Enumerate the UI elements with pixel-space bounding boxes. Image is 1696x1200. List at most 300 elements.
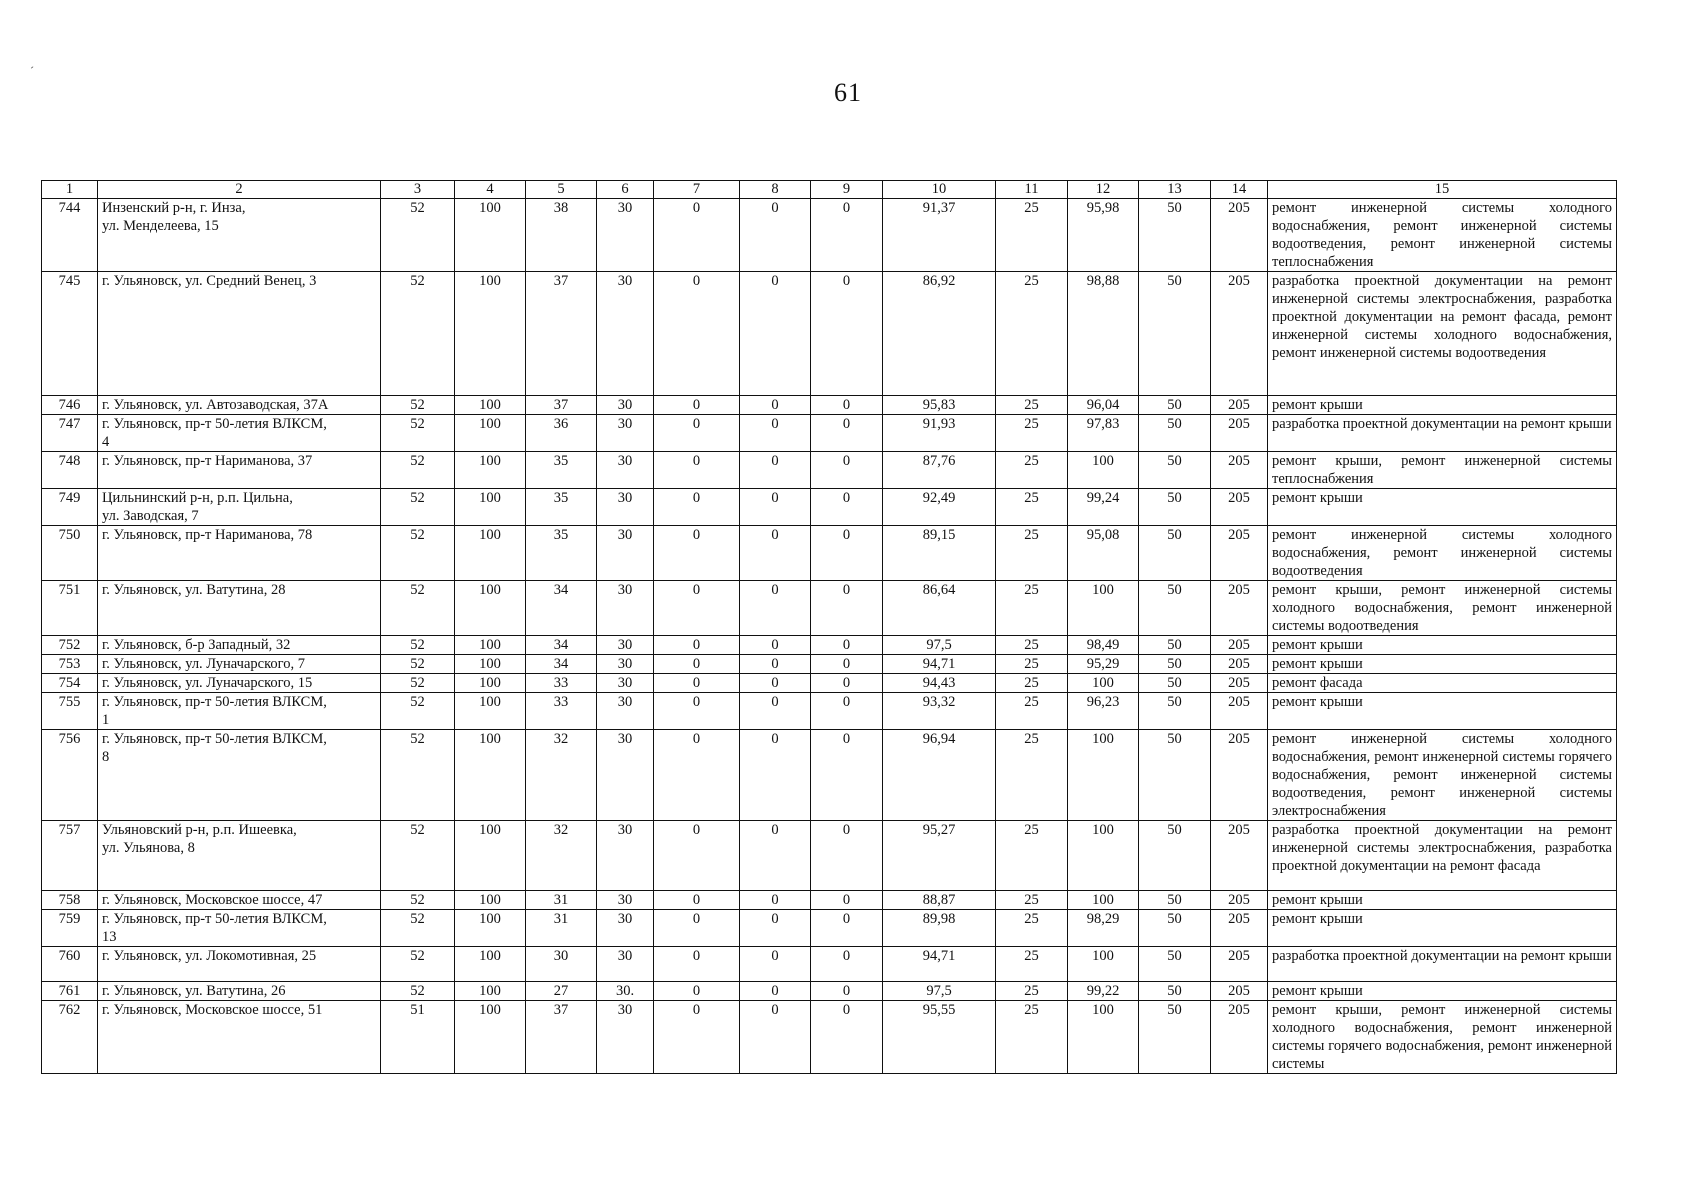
table-row bbox=[42, 452, 1617, 489]
table-row bbox=[42, 730, 1617, 821]
col-14-cell: 205 bbox=[1211, 415, 1268, 452]
col-4-cell: 100 bbox=[455, 821, 526, 891]
col-13-cell: 50 bbox=[1139, 272, 1211, 396]
col-12-cell: 95,29 bbox=[1068, 655, 1139, 674]
col-7-cell: 0 bbox=[654, 910, 740, 947]
column-number-5: 5 bbox=[526, 181, 597, 199]
repair-program-table bbox=[41, 180, 1617, 1074]
work-description-cell: ремонт инженерной системы холодного водоснабжения, ремонт инженерной системы горячего водоснабжения, ремонт инженерной системы водоотведения, ремонт инженерной системы электроснабжения bbox=[1268, 730, 1617, 821]
col-10-cell: 94,71 bbox=[883, 655, 996, 674]
table-row bbox=[42, 674, 1617, 693]
col-11-cell: 25 bbox=[996, 910, 1068, 947]
work-description-cell: разработка проектной документации на ремонт инженерной системы электроснабжения, разработка проектной документации на ремонт фасада bbox=[1268, 821, 1617, 891]
col-6-cell: 30 bbox=[597, 655, 654, 674]
col-10-cell: 86,92 bbox=[883, 272, 996, 396]
col-8-cell: 0 bbox=[740, 452, 811, 489]
col-4-cell: 100 bbox=[455, 674, 526, 693]
work-description-cell: ремонт крыши bbox=[1268, 655, 1617, 674]
col-6-cell: 30 bbox=[597, 489, 654, 526]
col-4-cell: 100 bbox=[455, 1001, 526, 1074]
address-cell: г. Ульяновск, ул. Автозаводская, 37А bbox=[98, 396, 381, 415]
col-10-cell: 91,37 bbox=[883, 199, 996, 272]
column-number-9: 9 bbox=[811, 181, 883, 199]
col-9-cell: 0 bbox=[811, 730, 883, 821]
column-number-2: 2 bbox=[98, 181, 381, 199]
col-5-cell: 27 bbox=[526, 982, 597, 1001]
col-3-cell: 52 bbox=[381, 581, 455, 636]
work-description-cell: ремонт крыши bbox=[1268, 693, 1617, 730]
col-5-cell: 35 bbox=[526, 452, 597, 489]
col-14-cell: 205 bbox=[1211, 526, 1268, 581]
col-9-cell: 0 bbox=[811, 655, 883, 674]
row-number: 749 bbox=[42, 489, 98, 526]
column-number-7: 7 bbox=[654, 181, 740, 199]
row-number: 755 bbox=[42, 693, 98, 730]
col-8-cell: 0 bbox=[740, 982, 811, 1001]
col-4-cell: 100 bbox=[455, 910, 526, 947]
col-3-cell: 52 bbox=[381, 396, 455, 415]
col-13-cell: 50 bbox=[1139, 891, 1211, 910]
col-4-cell: 100 bbox=[455, 891, 526, 910]
address-cell: г. Ульяновск, ул. Средний Венец, 3 bbox=[98, 272, 381, 396]
col-3-cell: 52 bbox=[381, 636, 455, 655]
col-9-cell: 0 bbox=[811, 1001, 883, 1074]
col-5-cell: 32 bbox=[526, 730, 597, 821]
col-5-cell: 33 bbox=[526, 693, 597, 730]
row-number: 747 bbox=[42, 415, 98, 452]
col-3-cell: 52 bbox=[381, 452, 455, 489]
col-12-cell: 98,49 bbox=[1068, 636, 1139, 655]
col-11-cell: 25 bbox=[996, 452, 1068, 489]
col-5-cell: 30 bbox=[526, 947, 597, 982]
col-4-cell: 100 bbox=[455, 730, 526, 821]
col-12-cell: 100 bbox=[1068, 821, 1139, 891]
col-4-cell: 100 bbox=[455, 396, 526, 415]
address-cell: г. Ульяновск, Московское шоссе, 47 bbox=[98, 891, 381, 910]
col-13-cell: 50 bbox=[1139, 1001, 1211, 1074]
col-8-cell: 0 bbox=[740, 891, 811, 910]
col-9-cell: 0 bbox=[811, 526, 883, 581]
work-description-cell: ремонт крыши bbox=[1268, 891, 1617, 910]
col-4-cell: 100 bbox=[455, 489, 526, 526]
col-10-cell: 97,5 bbox=[883, 982, 996, 1001]
table-row bbox=[42, 1001, 1617, 1074]
col-9-cell: 0 bbox=[811, 947, 883, 982]
work-description-cell: разработка проектной документации на ремонт инженерной системы электроснабжения, разработка проектной документации на ремонт фасада, ремонт инженерной системы холодного водоснабжения, ремонт инженерной системы водоотведения bbox=[1268, 272, 1617, 396]
col-4-cell: 100 bbox=[455, 526, 526, 581]
col-10-cell: 95,27 bbox=[883, 821, 996, 891]
col-8-cell: 0 bbox=[740, 730, 811, 821]
col-14-cell: 205 bbox=[1211, 655, 1268, 674]
work-description-cell: ремонт фасада bbox=[1268, 674, 1617, 693]
column-number-15: 15 bbox=[1268, 181, 1617, 199]
col-8-cell: 0 bbox=[740, 396, 811, 415]
col-5-cell: 31 bbox=[526, 910, 597, 947]
col-6-cell: 30 bbox=[597, 581, 654, 636]
col-7-cell: 0 bbox=[654, 581, 740, 636]
col-13-cell: 50 bbox=[1139, 693, 1211, 730]
col-14-cell: 205 bbox=[1211, 910, 1268, 947]
col-6-cell: 30 bbox=[597, 526, 654, 581]
table-body bbox=[42, 181, 1617, 1074]
col-6-cell: 30 bbox=[597, 199, 654, 272]
column-number-3: 3 bbox=[381, 181, 455, 199]
col-6-cell: 30 bbox=[597, 947, 654, 982]
col-8-cell: 0 bbox=[740, 821, 811, 891]
table-row bbox=[42, 581, 1617, 636]
col-10-cell: 95,55 bbox=[883, 1001, 996, 1074]
row-number: 761 bbox=[42, 982, 98, 1001]
col-7-cell: 0 bbox=[654, 636, 740, 655]
table-row bbox=[42, 693, 1617, 730]
col-9-cell: 0 bbox=[811, 452, 883, 489]
col-12-cell: 100 bbox=[1068, 674, 1139, 693]
col-11-cell: 25 bbox=[996, 730, 1068, 821]
col-9-cell: 0 bbox=[811, 489, 883, 526]
col-10-cell: 96,94 bbox=[883, 730, 996, 821]
col-13-cell: 50 bbox=[1139, 489, 1211, 526]
row-number: 751 bbox=[42, 581, 98, 636]
col-12-cell: 100 bbox=[1068, 581, 1139, 636]
col-12-cell: 100 bbox=[1068, 891, 1139, 910]
col-5-cell: 37 bbox=[526, 1001, 597, 1074]
address-cell: г. Ульяновск, пр-т 50-летия ВЛКСМ, 4 bbox=[98, 415, 381, 452]
col-12-cell: 100 bbox=[1068, 947, 1139, 982]
col-3-cell: 52 bbox=[381, 982, 455, 1001]
row-number: 758 bbox=[42, 891, 98, 910]
address-cell: г. Ульяновск, пр-т 50-летия ВЛКСМ, 1 bbox=[98, 693, 381, 730]
col-11-cell: 25 bbox=[996, 199, 1068, 272]
address-cell: Цильнинский р-н, р.п. Цильна, ул. Заводская, 7 bbox=[98, 489, 381, 526]
col-11-cell: 25 bbox=[996, 636, 1068, 655]
work-description-cell: ремонт крыши, ремонт инженерной системы холодного водоснабжения, ремонт инженерной системы горячего водоснабжения, ремонт инженерной системы bbox=[1268, 1001, 1617, 1074]
col-12-cell: 98,29 bbox=[1068, 910, 1139, 947]
row-number: 754 bbox=[42, 674, 98, 693]
address-cell: г. Ульяновск, ул. Ватутина, 26 bbox=[98, 982, 381, 1001]
col-5-cell: 36 bbox=[526, 415, 597, 452]
col-6-cell: 30 bbox=[597, 452, 654, 489]
table-row bbox=[42, 199, 1617, 272]
col-13-cell: 50 bbox=[1139, 655, 1211, 674]
col-7-cell: 0 bbox=[654, 396, 740, 415]
col-7-cell: 0 bbox=[654, 947, 740, 982]
col-4-cell: 100 bbox=[455, 636, 526, 655]
col-7-cell: 0 bbox=[654, 452, 740, 489]
col-8-cell: 0 bbox=[740, 415, 811, 452]
col-8-cell: 0 bbox=[740, 674, 811, 693]
table-row bbox=[42, 910, 1617, 947]
col-14-cell: 205 bbox=[1211, 272, 1268, 396]
row-number: 762 bbox=[42, 1001, 98, 1074]
col-14-cell: 205 bbox=[1211, 947, 1268, 982]
col-10-cell: 92,49 bbox=[883, 489, 996, 526]
col-13-cell: 50 bbox=[1139, 581, 1211, 636]
col-10-cell: 93,32 bbox=[883, 693, 996, 730]
col-4-cell: 100 bbox=[455, 199, 526, 272]
address-cell: г. Ульяновск, ул. Луначарского, 7 bbox=[98, 655, 381, 674]
column-number-1: 1 bbox=[42, 181, 98, 199]
col-11-cell: 25 bbox=[996, 489, 1068, 526]
col-9-cell: 0 bbox=[811, 636, 883, 655]
col-13-cell: 50 bbox=[1139, 947, 1211, 982]
col-6-cell: 30 bbox=[597, 1001, 654, 1074]
col-11-cell: 25 bbox=[996, 1001, 1068, 1074]
address-cell: г. Ульяновск, б-р Западный, 32 bbox=[98, 636, 381, 655]
col-12-cell: 99,24 bbox=[1068, 489, 1139, 526]
work-description-cell: ремонт крыши, ремонт инженерной системы теплоснабжения bbox=[1268, 452, 1617, 489]
work-description-cell: ремонт крыши, ремонт инженерной системы холодного водоснабжения, ремонт инженерной системы водоотведения bbox=[1268, 581, 1617, 636]
col-9-cell: 0 bbox=[811, 396, 883, 415]
work-description-cell: ремонт инженерной системы холодного водоснабжения, ремонт инженерной системы водоотведения bbox=[1268, 526, 1617, 581]
col-12-cell: 95,08 bbox=[1068, 526, 1139, 581]
address-cell: г. Ульяновск, Московское шоссе, 51 bbox=[98, 1001, 381, 1074]
col-12-cell: 100 bbox=[1068, 1001, 1139, 1074]
col-8-cell: 0 bbox=[740, 693, 811, 730]
address-cell: Ульяновский р-н, р.п. Ишеевка, ул. Ульянова, 8 bbox=[98, 821, 381, 891]
work-description-cell: ремонт крыши bbox=[1268, 396, 1617, 415]
col-6-cell: 30 bbox=[597, 636, 654, 655]
work-description-cell: ремонт крыши bbox=[1268, 489, 1617, 526]
col-13-cell: 50 bbox=[1139, 415, 1211, 452]
col-13-cell: 50 bbox=[1139, 396, 1211, 415]
col-3-cell: 52 bbox=[381, 730, 455, 821]
col-5-cell: 33 bbox=[526, 674, 597, 693]
col-9-cell: 0 bbox=[811, 272, 883, 396]
table-row bbox=[42, 947, 1617, 982]
col-11-cell: 25 bbox=[996, 821, 1068, 891]
row-number: 752 bbox=[42, 636, 98, 655]
col-12-cell: 98,88 bbox=[1068, 272, 1139, 396]
col-7-cell: 0 bbox=[654, 891, 740, 910]
row-number: 760 bbox=[42, 947, 98, 982]
col-7-cell: 0 bbox=[654, 674, 740, 693]
col-5-cell: 31 bbox=[526, 891, 597, 910]
col-3-cell: 52 bbox=[381, 415, 455, 452]
col-9-cell: 0 bbox=[811, 693, 883, 730]
col-5-cell: 34 bbox=[526, 655, 597, 674]
col-10-cell: 87,76 bbox=[883, 452, 996, 489]
col-6-cell: 30 bbox=[597, 821, 654, 891]
col-7-cell: 0 bbox=[654, 526, 740, 581]
col-4-cell: 100 bbox=[455, 655, 526, 674]
column-number-14: 14 bbox=[1211, 181, 1268, 199]
col-14-cell: 205 bbox=[1211, 891, 1268, 910]
row-number: 745 bbox=[42, 272, 98, 396]
col-7-cell: 0 bbox=[654, 982, 740, 1001]
col-3-cell: 52 bbox=[381, 910, 455, 947]
col-11-cell: 25 bbox=[996, 655, 1068, 674]
col-13-cell: 50 bbox=[1139, 636, 1211, 655]
col-14-cell: 205 bbox=[1211, 730, 1268, 821]
col-8-cell: 0 bbox=[740, 947, 811, 982]
column-number-8: 8 bbox=[740, 181, 811, 199]
col-8-cell: 0 bbox=[740, 636, 811, 655]
col-4-cell: 100 bbox=[455, 272, 526, 396]
col-13-cell: 50 bbox=[1139, 730, 1211, 821]
row-number: 748 bbox=[42, 452, 98, 489]
col-11-cell: 25 bbox=[996, 891, 1068, 910]
col-7-cell: 0 bbox=[654, 489, 740, 526]
work-description-cell: ремонт инженерной системы холодного водоснабжения, ремонт инженерной системы водоотведения, ремонт инженерной системы теплоснабжения bbox=[1268, 199, 1617, 272]
column-number-4: 4 bbox=[455, 181, 526, 199]
col-11-cell: 25 bbox=[996, 415, 1068, 452]
column-number-6: 6 bbox=[597, 181, 654, 199]
col-6-cell: 30. bbox=[597, 982, 654, 1001]
col-14-cell: 205 bbox=[1211, 199, 1268, 272]
col-10-cell: 86,64 bbox=[883, 581, 996, 636]
col-9-cell: 0 bbox=[811, 891, 883, 910]
col-11-cell: 25 bbox=[996, 272, 1068, 396]
col-3-cell: 52 bbox=[381, 947, 455, 982]
table-row bbox=[42, 655, 1617, 674]
col-9-cell: 0 bbox=[811, 674, 883, 693]
table-row bbox=[42, 396, 1617, 415]
page-number: 61 bbox=[834, 78, 862, 107]
col-3-cell: 51 bbox=[381, 1001, 455, 1074]
col-10-cell: 89,98 bbox=[883, 910, 996, 947]
table-row bbox=[42, 821, 1617, 891]
col-14-cell: 205 bbox=[1211, 674, 1268, 693]
col-8-cell: 0 bbox=[740, 655, 811, 674]
table-row bbox=[42, 489, 1617, 526]
col-6-cell: 30 bbox=[597, 910, 654, 947]
col-13-cell: 50 bbox=[1139, 452, 1211, 489]
col-4-cell: 100 bbox=[455, 415, 526, 452]
col-12-cell: 100 bbox=[1068, 452, 1139, 489]
col-7-cell: 0 bbox=[654, 693, 740, 730]
col-4-cell: 100 bbox=[455, 693, 526, 730]
col-10-cell: 94,43 bbox=[883, 674, 996, 693]
col-3-cell: 52 bbox=[381, 489, 455, 526]
col-5-cell: 32 bbox=[526, 821, 597, 891]
col-13-cell: 50 bbox=[1139, 910, 1211, 947]
col-3-cell: 52 bbox=[381, 199, 455, 272]
col-9-cell: 0 bbox=[811, 581, 883, 636]
col-10-cell: 97,5 bbox=[883, 636, 996, 655]
work-description-cell: разработка проектной документации на ремонт крыши bbox=[1268, 415, 1617, 452]
column-number-11: 11 bbox=[996, 181, 1068, 199]
col-14-cell: 205 bbox=[1211, 1001, 1268, 1074]
col-11-cell: 25 bbox=[996, 947, 1068, 982]
col-5-cell: 37 bbox=[526, 396, 597, 415]
col-3-cell: 52 bbox=[381, 693, 455, 730]
col-10-cell: 89,15 bbox=[883, 526, 996, 581]
col-7-cell: 0 bbox=[654, 199, 740, 272]
col-9-cell: 0 bbox=[811, 982, 883, 1001]
column-number-13: 13 bbox=[1139, 181, 1211, 199]
col-5-cell: 34 bbox=[526, 636, 597, 655]
col-6-cell: 30 bbox=[597, 891, 654, 910]
col-5-cell: 35 bbox=[526, 526, 597, 581]
col-7-cell: 0 bbox=[654, 1001, 740, 1074]
table-row bbox=[42, 891, 1617, 910]
work-description-cell: ремонт крыши bbox=[1268, 636, 1617, 655]
col-8-cell: 0 bbox=[740, 910, 811, 947]
col-9-cell: 0 bbox=[811, 910, 883, 947]
col-13-cell: 50 bbox=[1139, 982, 1211, 1001]
col-6-cell: 30 bbox=[597, 415, 654, 452]
col-13-cell: 50 bbox=[1139, 821, 1211, 891]
col-6-cell: 30 bbox=[597, 674, 654, 693]
col-11-cell: 25 bbox=[996, 581, 1068, 636]
table-row bbox=[42, 415, 1617, 452]
col-3-cell: 52 bbox=[381, 655, 455, 674]
col-13-cell: 50 bbox=[1139, 526, 1211, 581]
col-4-cell: 100 bbox=[455, 982, 526, 1001]
col-11-cell: 25 bbox=[996, 396, 1068, 415]
col-12-cell: 96,04 bbox=[1068, 396, 1139, 415]
col-14-cell: 205 bbox=[1211, 396, 1268, 415]
row-number: 746 bbox=[42, 396, 98, 415]
col-9-cell: 0 bbox=[811, 821, 883, 891]
col-5-cell: 35 bbox=[526, 489, 597, 526]
col-10-cell: 88,87 bbox=[883, 891, 996, 910]
col-14-cell: 205 bbox=[1211, 636, 1268, 655]
col-8-cell: 0 bbox=[740, 1001, 811, 1074]
col-9-cell: 0 bbox=[811, 199, 883, 272]
table-row bbox=[42, 982, 1617, 1001]
col-12-cell: 95,98 bbox=[1068, 199, 1139, 272]
col-5-cell: 38 bbox=[526, 199, 597, 272]
row-number: 753 bbox=[42, 655, 98, 674]
col-9-cell: 0 bbox=[811, 415, 883, 452]
col-14-cell: 205 bbox=[1211, 821, 1268, 891]
col-4-cell: 100 bbox=[455, 947, 526, 982]
col-14-cell: 205 bbox=[1211, 982, 1268, 1001]
col-11-cell: 25 bbox=[996, 693, 1068, 730]
col-10-cell: 94,71 bbox=[883, 947, 996, 982]
col-12-cell: 96,23 bbox=[1068, 693, 1139, 730]
col-11-cell: 25 bbox=[996, 526, 1068, 581]
col-8-cell: 0 bbox=[740, 581, 811, 636]
address-cell: Инзенский р-н, г. Инза, ул. Менделеева, 15 bbox=[98, 199, 381, 272]
work-description-cell: ремонт крыши bbox=[1268, 982, 1617, 1001]
row-number: 750 bbox=[42, 526, 98, 581]
address-cell: г. Ульяновск, пр-т 50-летия ВЛКСМ, 8 bbox=[98, 730, 381, 821]
col-10-cell: 91,93 bbox=[883, 415, 996, 452]
col-7-cell: 0 bbox=[654, 272, 740, 396]
col-8-cell: 0 bbox=[740, 526, 811, 581]
col-14-cell: 205 bbox=[1211, 581, 1268, 636]
col-3-cell: 52 bbox=[381, 526, 455, 581]
col-12-cell: 99,22 bbox=[1068, 982, 1139, 1001]
row-number: 757 bbox=[42, 821, 98, 891]
work-description-cell: ремонт крыши bbox=[1268, 910, 1617, 947]
address-cell: г. Ульяновск, пр-т Нариманова, 37 bbox=[98, 452, 381, 489]
row-number: 756 bbox=[42, 730, 98, 821]
table-row bbox=[42, 636, 1617, 655]
col-8-cell: 0 bbox=[740, 489, 811, 526]
col-3-cell: 52 bbox=[381, 891, 455, 910]
address-cell: г. Ульяновск, ул. Луначарского, 15 bbox=[98, 674, 381, 693]
col-12-cell: 100 bbox=[1068, 730, 1139, 821]
col-5-cell: 37 bbox=[526, 272, 597, 396]
col-8-cell: 0 bbox=[740, 199, 811, 272]
row-number: 744 bbox=[42, 199, 98, 272]
col-3-cell: 52 bbox=[381, 674, 455, 693]
col-14-cell: 205 bbox=[1211, 452, 1268, 489]
col-8-cell: 0 bbox=[740, 272, 811, 396]
col-6-cell: 30 bbox=[597, 272, 654, 396]
address-cell: г. Ульяновск, пр-т Нариманова, 78 bbox=[98, 526, 381, 581]
scan-mark: ´ bbox=[30, 64, 34, 78]
col-12-cell: 97,83 bbox=[1068, 415, 1139, 452]
col-6-cell: 30 bbox=[597, 693, 654, 730]
col-13-cell: 50 bbox=[1139, 199, 1211, 272]
col-4-cell: 100 bbox=[455, 581, 526, 636]
work-description-cell: разработка проектной документации на ремонт крыши bbox=[1268, 947, 1617, 982]
col-6-cell: 30 bbox=[597, 396, 654, 415]
